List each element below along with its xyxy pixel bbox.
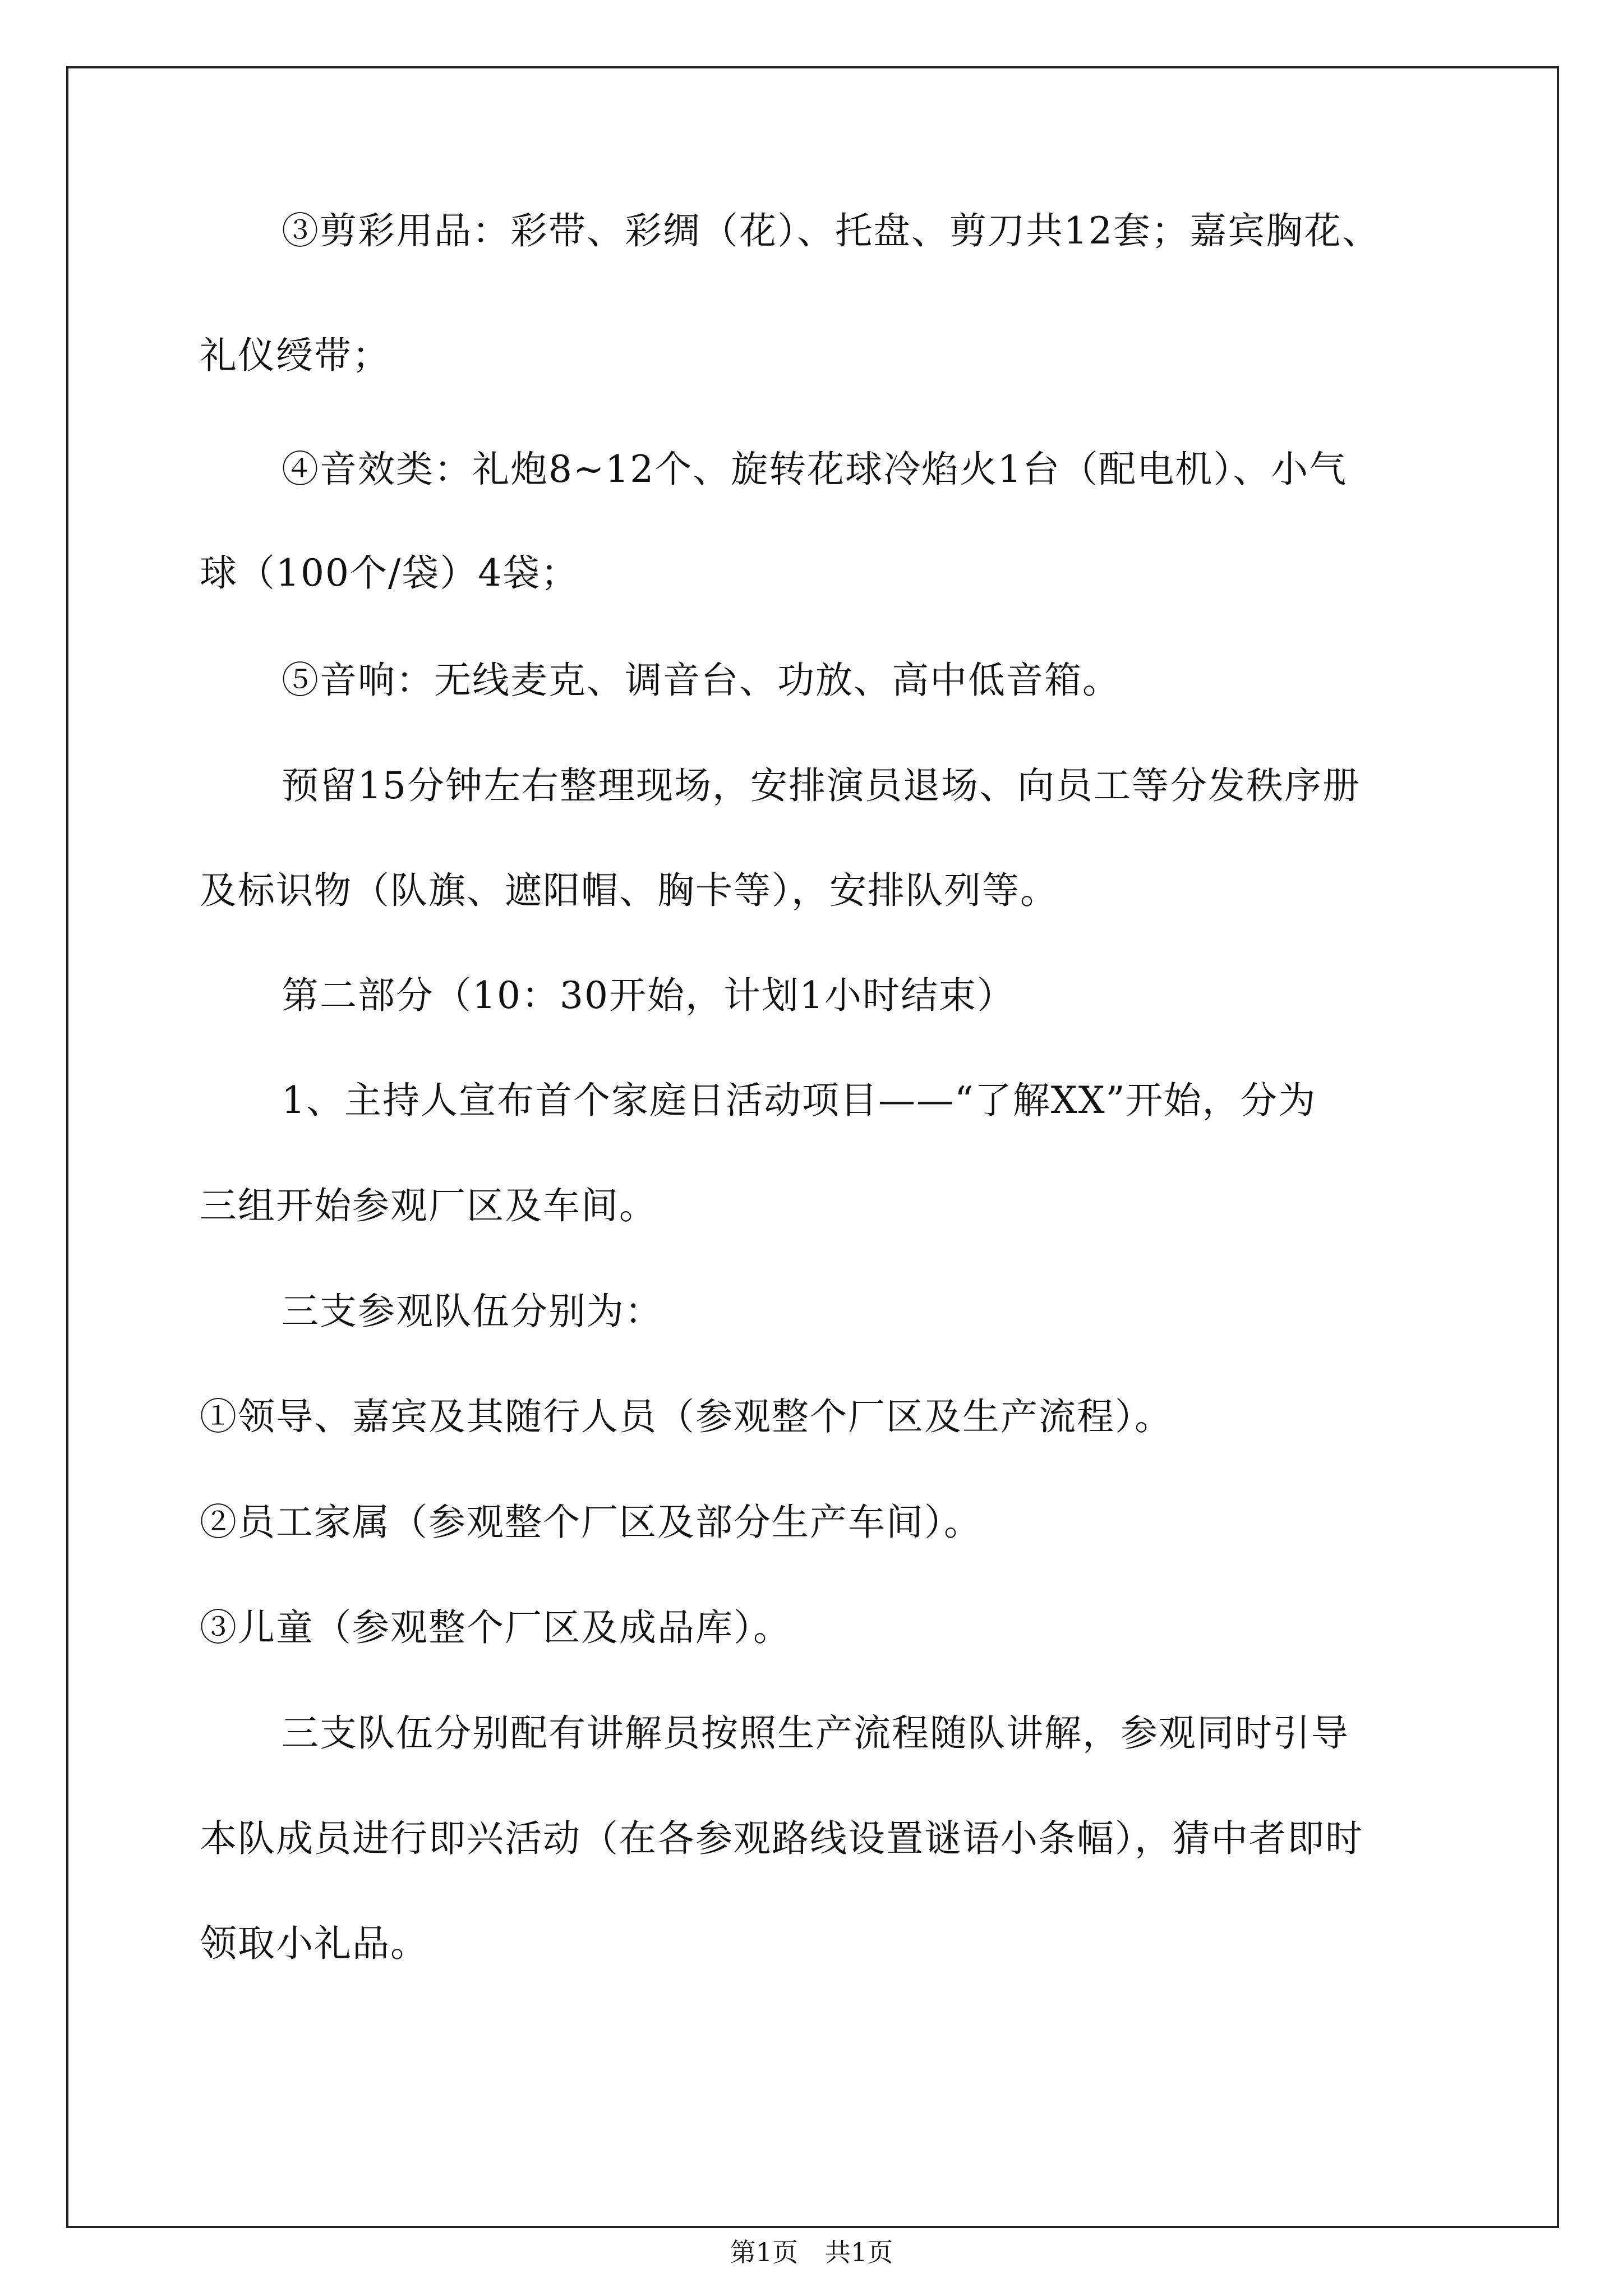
text-line-7: 及标识物（队旗、遮阳帽、胸卡等），安排队列等。	[200, 869, 1058, 912]
text-line-17: 领取小礼品。	[200, 1922, 428, 1965]
text-line-13: ②员工家属（参观整个厂区及部分生产车间）。	[200, 1501, 982, 1544]
page-number-total: 共1页	[825, 2237, 893, 2267]
text-line-2: 礼仪绶带；	[200, 334, 390, 377]
text-line-10: 三组开始参观厂区及车间。	[200, 1184, 657, 1227]
text-line-11: 三支参观队伍分别为：	[282, 1290, 663, 1333]
page-border	[66, 66, 1559, 2228]
text-line-14: ③儿童（参观整个厂区及成品库）。	[200, 1606, 791, 1649]
text-line-15: 三支队伍分别配有讲解员按照生产流程随队讲解，参观同时引导	[282, 1711, 1349, 1755]
text-line-4: 球（100个/袋）4袋；	[200, 551, 579, 595]
text-line-8: 第二部分（10：30开始，计划1小时结束）	[282, 974, 1015, 1017]
text-line-16: 本队成员进行即兴活动（在各参观路线设置谜语小条幅），猜中者即时	[200, 1817, 1363, 1860]
page-footer	[0, 2235, 1623, 2269]
text-line-3: ④音效类：礼炮8~12个、旋转花球冷焰火1台（配电机）、小气	[282, 448, 1348, 491]
text-line-5: ⑤音响：无线麦克、调音台、功放、高中低音箱。	[282, 659, 1121, 702]
text-line-6: 预留15分钟左右整理现场，安排演员退场、向员工等分发秩序册	[282, 764, 1361, 807]
text-line-1: ③剪彩用品：彩带、彩绸（花）、托盘、剪刀共12套；嘉宾胸花、	[282, 209, 1380, 252]
text-line-9: 1、主持人宣布首个家庭日活动项目——“了解XX”开始，分为	[282, 1079, 1317, 1122]
text-line-12: ①领导、嘉宾及其随行人员（参观整个厂区及生产流程）。	[200, 1395, 1173, 1438]
page-number-current: 第1页	[730, 2237, 798, 2267]
